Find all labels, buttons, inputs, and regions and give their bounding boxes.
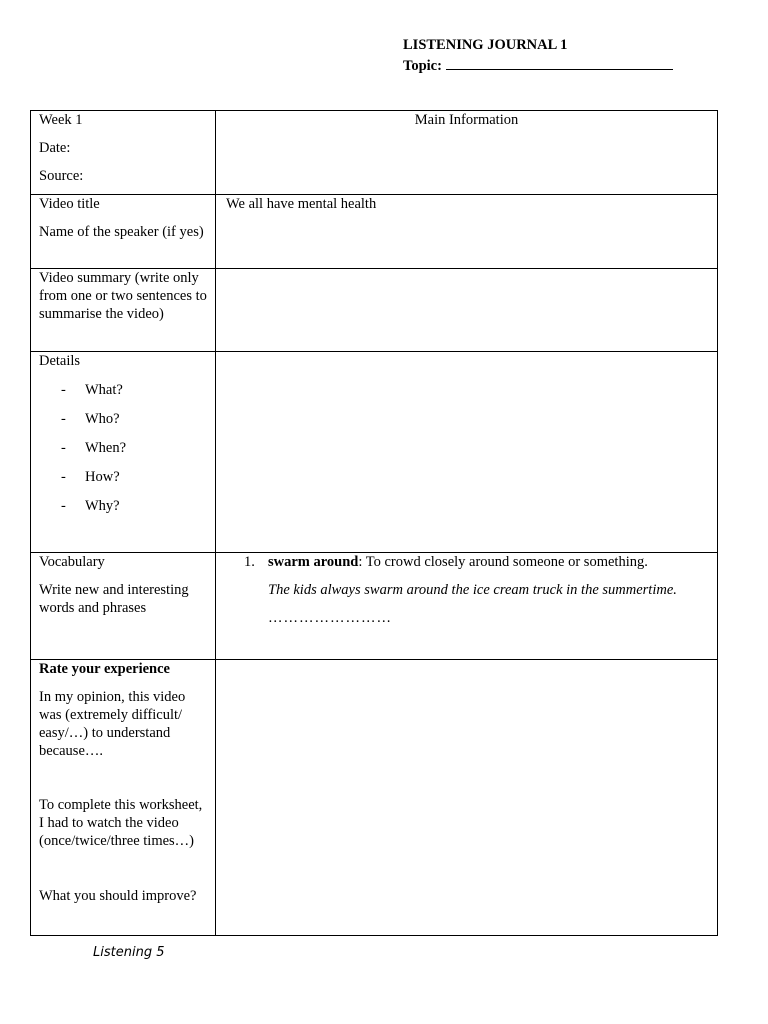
opinion-text: In my opinion, this video was (extremely difficult/ easy/…) to understand because…. — [39, 689, 186, 759]
question-why: - Why? — [61, 498, 120, 514]
week-label: Week 1 — [39, 112, 83, 128]
video-title-label: Video title — [39, 196, 100, 212]
vocab-definition: : To crowd closely around someone or something. — [358, 554, 648, 570]
vocab-label: Vocabulary — [39, 554, 105, 570]
footer-text: Listening 5 — [93, 945, 165, 960]
journal-table — [30, 110, 718, 936]
vocab-item-number: 1. — [244, 554, 255, 570]
details-question-list — [39, 381, 207, 515]
complete-text: To complete this worksheet, I had to watch the video (once/twice/three times…) — [39, 797, 203, 849]
rate-cell — [31, 660, 216, 936]
details-label: Details — [39, 353, 81, 369]
question-how: - How? — [61, 469, 120, 485]
main-info-heading: Main Information — [414, 112, 519, 128]
row-summary — [31, 269, 718, 352]
journal-title: LISTENING JOURNAL 1 — [403, 37, 568, 53]
summary-answer-cell — [216, 269, 718, 352]
topic-line — [403, 55, 673, 76]
vocab-term: swarm around — [268, 554, 359, 570]
main-info-cell — [216, 111, 718, 195]
row-vocabulary — [31, 553, 718, 660]
row-video-title — [31, 195, 718, 269]
week-cell — [31, 111, 216, 195]
vocab-example: The kids always swarm around the ice cream truck in the summertime. — [268, 582, 677, 598]
vocab-dots: …………………… — [268, 610, 392, 626]
question-who: - Who? — [61, 411, 120, 427]
vocab-item — [224, 553, 709, 627]
topic-blank — [446, 55, 673, 70]
vocab-instruction: Write new and interesting words and phrases — [39, 582, 189, 616]
details-cell — [31, 352, 216, 553]
summary-cell — [31, 269, 216, 352]
row-details — [31, 352, 718, 553]
question-what: - What? — [61, 382, 123, 398]
vocab-answer-cell — [216, 553, 718, 660]
improve-text: What you should improve? — [39, 888, 197, 904]
row-week — [31, 111, 718, 195]
question-when: - When? — [61, 440, 127, 456]
topic-label: Topic: — [403, 58, 442, 74]
details-answer-cell — [216, 352, 718, 553]
date-label: Date: — [39, 140, 71, 156]
summary-label: Video summary (write only from one or two sentences to summarise the video) — [39, 270, 207, 322]
video-title-value: We all have mental health — [226, 196, 377, 212]
source-label: Source: — [39, 168, 84, 184]
rate-label: Rate your experience — [39, 661, 170, 677]
video-title-value-cell — [216, 195, 718, 269]
journal-header — [403, 36, 673, 76]
vocab-cell — [31, 553, 216, 660]
rate-answer-cell — [216, 660, 718, 936]
video-title-cell — [31, 195, 216, 269]
speaker-label: Name of the speaker (if yes) — [39, 224, 204, 240]
row-rate — [31, 660, 718, 936]
